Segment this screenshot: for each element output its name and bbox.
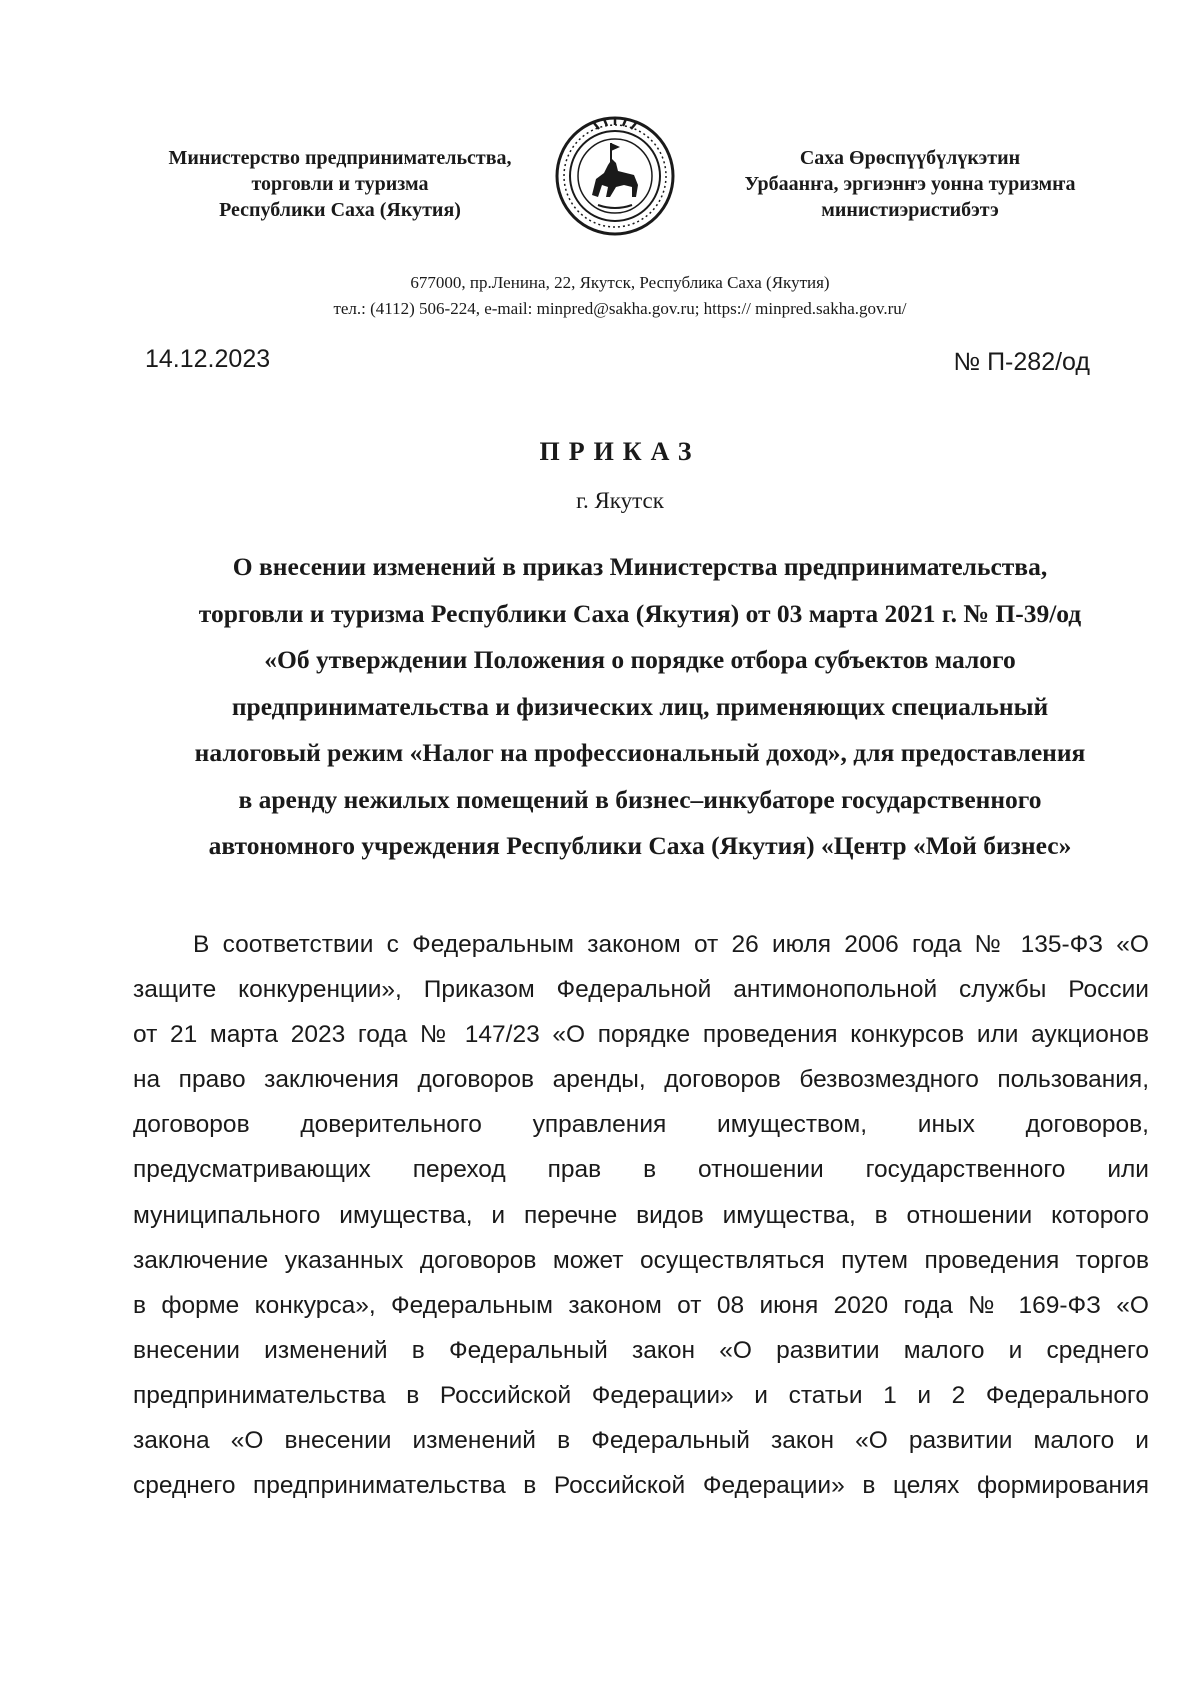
ministry-address — [0, 270, 1200, 322]
subject-line: автономного учреждения Республики Саха (Якутия) «Центр «Мой бизнес» — [208, 831, 1072, 860]
subject-line: налоговый режим «Налог на профессиональный доход», для предоставления — [194, 738, 1086, 767]
document-body — [133, 922, 1149, 1508]
subject-line: торговли и туризма Республики Саха (Якутия) от 03 марта 2021 г. № П-39/од — [198, 598, 1082, 628]
body-line: от 21 марта 2023 года № 147/23 «О порядке проведения конкурсов или аукционов — [133, 1021, 1149, 1049]
body-line: защите конкуренции», Приказом Федеральной антимонопольной службы России — [133, 976, 1149, 1004]
document-number: № П-282/од — [953, 348, 1090, 376]
document-date: 14.12.2023 — [145, 345, 271, 373]
subject-line: О внесении изменений в приказ Министерства предпринимательства, — [232, 552, 1048, 581]
subject-line: «Об утверждении Положения о порядке отбора субъектов малого — [264, 645, 1016, 674]
ministry-name-line: торговли и туризма — [251, 173, 429, 195]
body-line: среднего предпринимательства в Российской Федерации» в целях формирования — [133, 1472, 1149, 1500]
contacts-line: тел.: (4112) 506-224, e-mail: minpred@sakha.gov.ru; https:// minpred.sakha.gov.ru/ — [333, 299, 907, 318]
body-line: предпринимательства в Российской Федерации» и статьи 1 и 2 Федерального — [133, 1381, 1149, 1409]
body-line: в форме конкурса», Федеральным законом от 08 июня 2020 года № 169-ФЗ «О — [133, 1291, 1149, 1319]
body-line: муниципального имущества, и перечне видов имущества, в отношении которого — [133, 1201, 1149, 1229]
body-line: договоров доверительного управления имуществом, иных договоров, — [133, 1111, 1149, 1139]
document-type-title: ПРИКАЗ — [539, 437, 701, 466]
ministry-name-line: Министерство предпринимательства, — [168, 147, 512, 169]
document-city: г. Якутск — [576, 488, 664, 513]
body-line: предусматривающих переход прав в отношении государственного или — [133, 1156, 1149, 1184]
ministry-name-line: Урбаанҥа, эргиэнҥэ уонна туризмҥа — [744, 173, 1076, 195]
body-line: внесении изменений в Федеральный закон «О развитии малого и среднего — [133, 1336, 1149, 1364]
body-line: В соответствии с Федеральным законом от 26 июля 2006 года № 135-ФЗ «О — [193, 931, 1149, 958]
ministry-name-line: министиэристибэтэ — [821, 199, 999, 221]
subject-line: предпринимательства и физических лиц, применяющих специальный — [231, 691, 1049, 721]
body-line: на право заключения договоров аренды, договоров безвозмездного пользования, — [133, 1066, 1149, 1094]
ministry-name-line: Республики Саха (Якутия) — [219, 199, 461, 221]
body-line: закона «О внесении изменений в Федеральный закон «О развитии малого и — [133, 1427, 1149, 1455]
ministry-name-russian — [130, 145, 550, 223]
document-subject — [130, 544, 1150, 870]
address-line: 677000, пр.Ленина, 22, Якутск, Республика Саха (Якутия) — [410, 273, 830, 292]
ministry-name-sakha — [705, 145, 1115, 223]
ministry-name-line: Саха Өрөспүүбүлүкэтин — [799, 147, 1021, 169]
coat-of-arms-icon — [552, 113, 678, 239]
subject-line: в аренду нежилых помещений в бизнес–инкубаторе государственного — [238, 784, 1042, 814]
body-line: заключение указанных договоров может осуществляться путем проведения торгов — [133, 1246, 1149, 1274]
